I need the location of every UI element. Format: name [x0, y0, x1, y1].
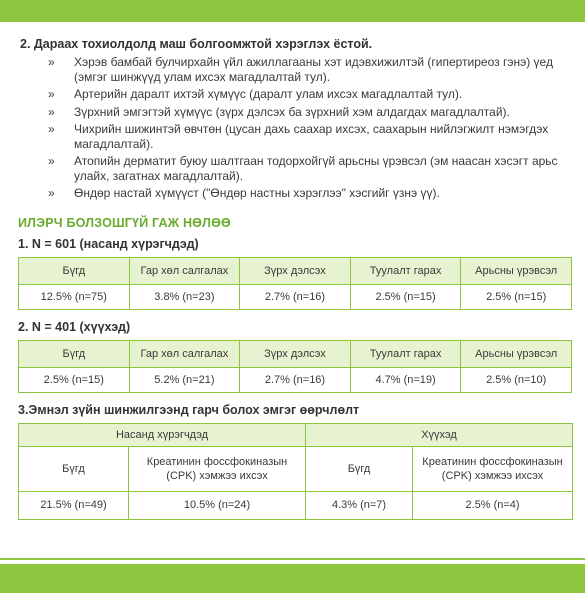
bullet-mark: »	[48, 122, 55, 136]
table-header-cell: Креатинин фоссфокиназын (CPK) хэмжээ ихсэх	[129, 446, 306, 491]
table-cell: 2.5% (n=4)	[413, 491, 573, 519]
list-item: » Атопийн дерматит буюу шалтгаан тодорхойгүй арьсны үрэвсэл (эм наасан хэсэгт арьс улайх, загатнах магадлалтай).	[48, 154, 558, 183]
table-cell: 10.5% (n=24)	[129, 491, 306, 519]
table-cell: 2.5% (n=15)	[461, 284, 572, 309]
clinical-table-title: 3.Эмнэл зүйн шинжилгээнд гарч болох эмгэг өөрчлөлт	[18, 402, 360, 417]
table-row	[19, 367, 572, 392]
table-header-row	[19, 340, 572, 367]
bottom-green-line	[0, 558, 585, 560]
list-item: » Чихрийн шижинтэй өвчтөн (цусан дахь саахар ихсэх, саахарын нийлэгжилт нэмэгдэх магадлалтай).	[48, 122, 549, 151]
table-header-cell: Креатинин фоссфокиназын (CPK) хэмжээ ихсэх	[413, 446, 573, 491]
table-header-row	[19, 446, 573, 491]
table-header-cell: Бүгд	[19, 446, 129, 491]
table-cell: 2.7% (n=16)	[240, 367, 351, 392]
table-header-cell: Зүрх дэлсэх	[240, 340, 351, 367]
bullet-mark: »	[48, 154, 55, 168]
caution-title: 2. Дараах тохиолдолд маш болгоомжтой хэрэглэх ёстой.	[20, 37, 373, 51]
table-header-cell: Зүрх дэлсэх	[240, 257, 351, 284]
bullet-mark: »	[48, 55, 55, 69]
bottom-green-band	[0, 564, 585, 593]
side-effects-heading: ИЛЭРЧ БОЛЗОШГҮЙ ГАЖ НӨЛӨӨ	[18, 215, 231, 230]
group-header-adults: Насанд хүрэгчдэд	[19, 423, 306, 446]
table-cell: 2.7% (n=16)	[240, 284, 351, 309]
table-header-cell: Арьсны үрэвсэл	[461, 340, 572, 367]
table-group-row	[19, 423, 573, 446]
table-header-cell: Бүгд	[306, 446, 413, 491]
table-header-cell: Туулалт гарах	[350, 340, 461, 367]
adults-table-title: 1. N = 601 (насанд хүрэгчдэд)	[18, 236, 199, 251]
table-header-cell: Бүгд	[19, 340, 130, 367]
children-table	[18, 340, 572, 393]
table-cell: 2.5% (n=10)	[461, 367, 572, 392]
adults-table	[18, 257, 572, 310]
bullet-mark: »	[48, 104, 55, 119]
bullet-mark: »	[48, 186, 55, 200]
table-cell: 12.5% (n=75)	[19, 284, 130, 309]
table-cell: 2.5% (n=15)	[19, 367, 130, 392]
table-header-cell: Гар хөл салгалах	[129, 340, 240, 367]
table-cell: 4.3% (n=7)	[306, 491, 413, 519]
table-header-cell: Бүгд	[19, 257, 130, 284]
list-item: » Өндөр настай хүмүүст ("Өндөр настны хэрэглээ" хэсгийг үзнэ үү).	[48, 186, 440, 200]
list-item: » Артерийн даралт ихтэй хүмүүс (даралт улам ихсэх магадлалтай тул).	[48, 87, 463, 101]
children-table-title: 2. N = 401 (хүүхэд)	[18, 319, 131, 334]
table-row	[19, 284, 572, 309]
table-header-cell: Гар хөл салгалах	[129, 257, 240, 284]
clinical-table	[18, 423, 573, 520]
table-cell: 3.8% (n=23)	[129, 284, 240, 309]
table-header-row	[19, 257, 572, 284]
table-cell: 2.5% (n=15)	[350, 284, 461, 309]
list-item: » Хэрэв бамбай булчирхайн үйл ажиллагааны хэт идэвхижилтэй (гипертиреоз гэнэ) үед (эмгэг шинжүүд улам ихсэх магадлалтай тул).	[48, 55, 553, 84]
group-header-children: Хүүхэд	[306, 423, 573, 446]
table-cell: 5.2% (n=21)	[129, 367, 240, 392]
table-cell: 4.7% (n=19)	[350, 367, 461, 392]
table-row	[19, 491, 573, 519]
table-cell: 21.5% (n=49)	[19, 491, 129, 519]
list-item: » Зүрхний эмгэгтэй хүмүүс (зүрх дэлсэх ба зүрхний хэм алдагдах магадлалтай).	[48, 104, 510, 119]
page-content	[18, 36, 572, 530]
bullet-mark: »	[48, 87, 55, 101]
caution-list	[18, 55, 572, 201]
table-header-cell: Арьсны үрэвсэл	[461, 257, 572, 284]
table-header-cell: Туулалт гарах	[350, 257, 461, 284]
top-green-band	[0, 0, 585, 22]
